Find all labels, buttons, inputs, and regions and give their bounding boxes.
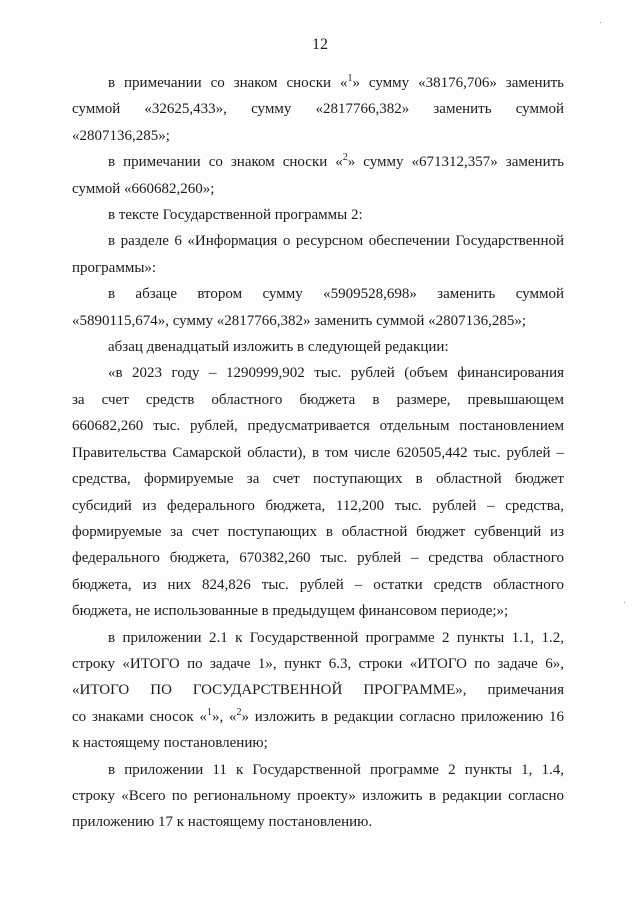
quote-line: 660682,260 тыс. рублей, предусматривается отдельным постановлением [72, 418, 564, 435]
paragraph-note-1-line3: «2807136,285»; [72, 127, 170, 144]
paragraph-second-abzac-line2: «5890115,674», сумму «2817766,382» заменить суммой «2807136,285»; [72, 312, 527, 329]
paragraph-appendix-2-1-line2: строку «ИТОГО по задаче 1», пункт 6.3, строки «ИТОГО по задаче 6», [72, 655, 564, 672]
paragraph-second-abzac-line1: в абзаце втором сумму «5909528,698» заменить суммой [108, 286, 564, 303]
paragraph-note-2-line1: в примечании со знаком сноски «$^2$» сумму «671312,357» заменить [108, 152, 564, 171]
paragraph-section-6-line1: в разделе 6 «Информация о ресурсном обеспечении Государственной [108, 233, 564, 250]
quote-line: формируемые за счет поступающих в областной бюджет субвенций из [72, 523, 564, 540]
paragraph-appendix-2-1-line3: «ИТОГО ПО ГОСУДАРСТВЕННОЙ ПРОГРАММЕ», примечания [72, 682, 564, 699]
paragraph-twelfth-abzac: абзац двенадцатый изложить в следующей редакции: [108, 339, 449, 356]
paragraph-program-text: в тексте Государственной программы 2: [108, 207, 363, 224]
paragraph-appendix-11-line2: строку «Всего по региональному проекту» изложить в редакции согласно [72, 787, 564, 804]
quote-line: субсидий из федерального бюджета, 112,200 тыс. рублей – средства, [72, 497, 564, 514]
paragraph-appendix-11-line1: в приложении 11 к Государственной программе 2 пункты 1, 1.4, [108, 761, 564, 778]
document-body [72, 70, 564, 836]
paragraph-appendix-2-1-line5: к настоящему постановлению; [72, 735, 268, 752]
quote-line: бюджета, не использованные в предыдущем финансовом периоде;»; [72, 603, 509, 620]
quote-line: бюджета, из них 824,826 тыс. рублей – остатки средств областного [72, 576, 564, 593]
paragraph-section-6-line2: программы»: [72, 259, 157, 276]
paragraph-appendix-2-1-line4: со знаками сносок «$^1$», «$^2$» изложить в редакции согласно приложению 16 [72, 706, 565, 725]
quote-line: за счет средств областного бюджета в размере, превышающем [72, 391, 564, 408]
paragraph-note-2-line2: суммой «660682,260»; [72, 180, 215, 197]
paragraph-note-1-line1: в примечании со знаком сноски «$^1$» сумму «38176,706» заменить [108, 73, 564, 91]
scan-speck [624, 602, 625, 603]
paragraph-appendix-2-1-line1: в приложении 2.1 к Государственной программе 2 пункты 1.1, 1.2, [108, 629, 564, 646]
paragraph-appendix-11-line3: приложению 17 к настоящему постановлению. [72, 814, 373, 831]
paragraph-note-1-line2: суммой «32625,433», сумму «2817766,382» заменить суммой [72, 101, 564, 118]
page-number: 12 [312, 36, 328, 53]
quote-line: федерального бюджета, 670382,260 тыс. рублей – средства областного [72, 550, 564, 567]
quote-line: Правительства Самарской области), в том числе 620505,442 тыс. рублей – [72, 444, 564, 461]
quote-line: «в 2023 году – 1290999,902 тыс. рублей (объем финансирования [108, 365, 564, 382]
quote-line: средства, формируемые за счет поступающих в областной бюджет [72, 471, 564, 488]
scan-speck [600, 22, 601, 23]
